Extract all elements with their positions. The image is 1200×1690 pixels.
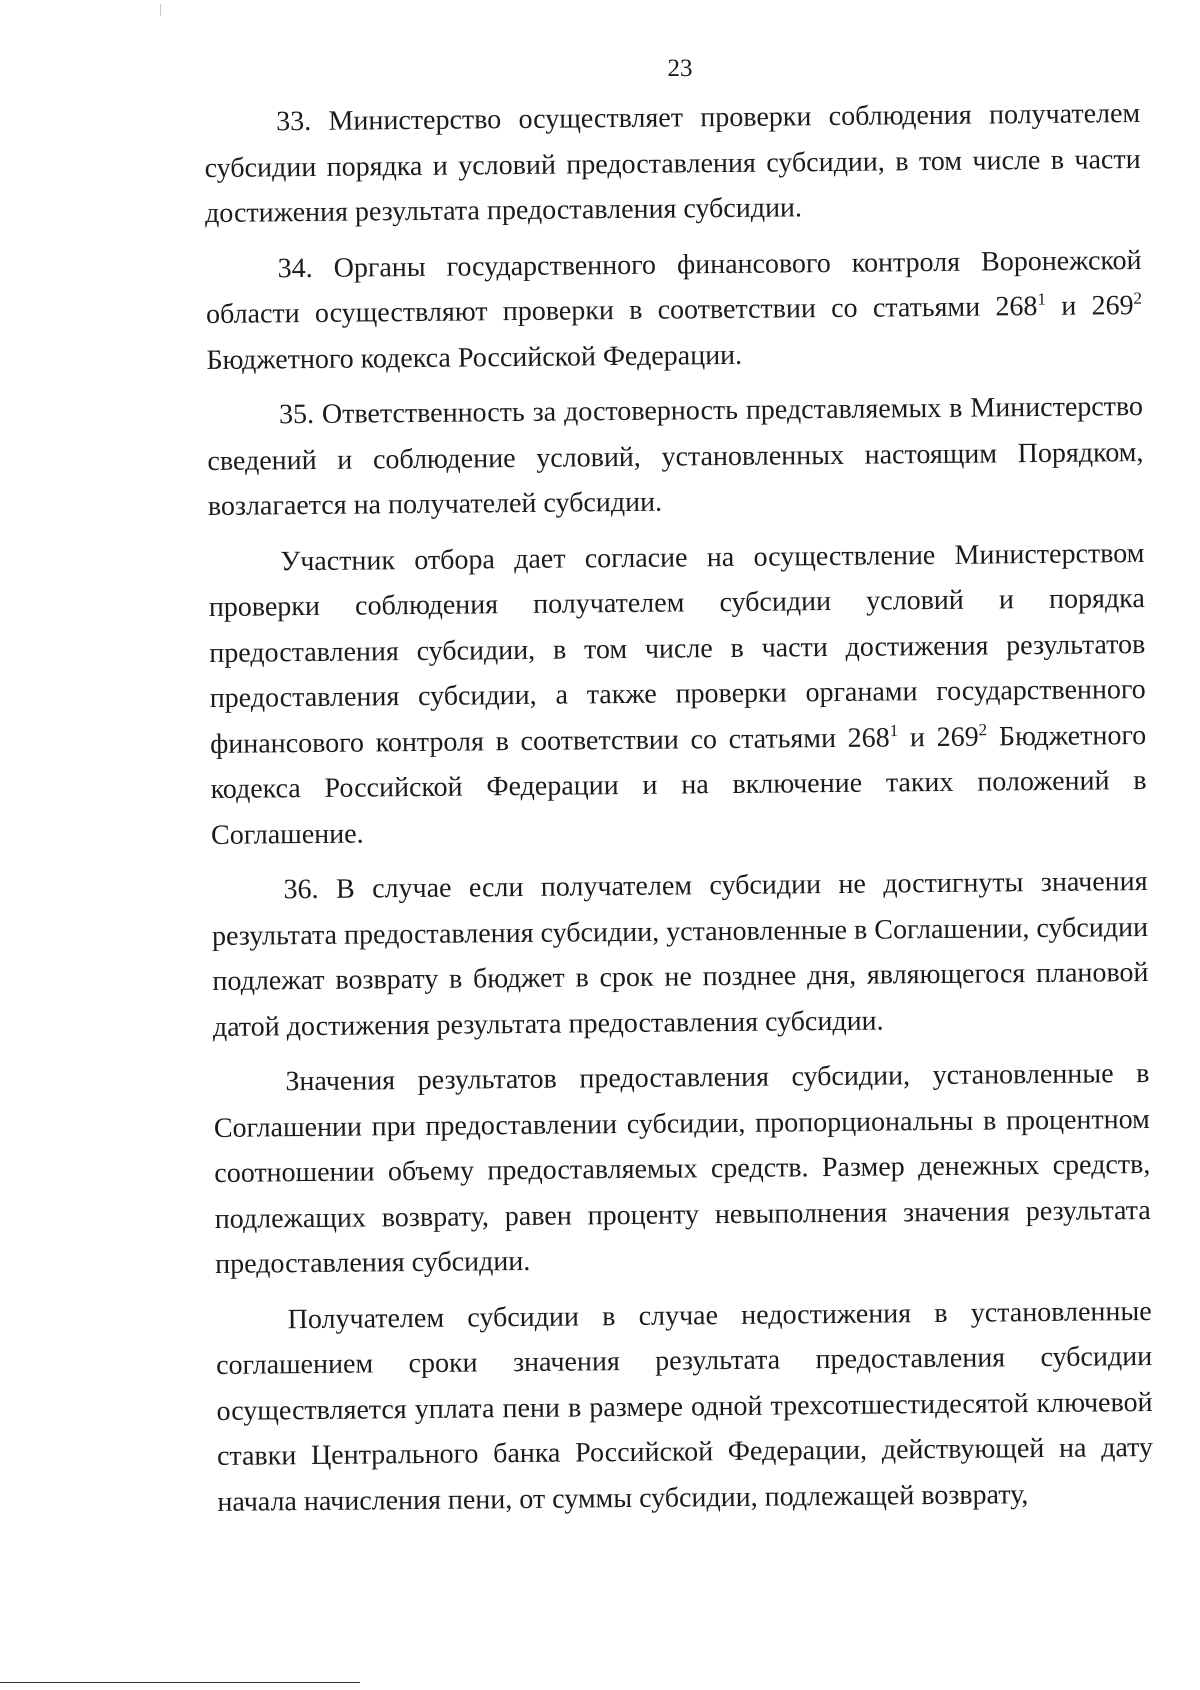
superscript: 2 xyxy=(978,719,988,739)
paragraph-text: и 269 xyxy=(898,721,979,753)
paragraph-text: Получателем субсидии в случае недостижения в установленные соглашением сроки значения результата предоставления субсидии осуществляется уплата пени в размере одной трехсотшестидесятой ключевой ставки Центрального банка Российской Федерации, действующей на дату начала начисления пени, от суммы субсидии, подлежащей возврату, xyxy=(215,1295,1154,1518)
paragraph-text: 34. Органы государственного финансового контроля Воронежской области осуществляют проверки в соответствии со статьями 268 xyxy=(205,244,1142,330)
paragraph-36 xyxy=(211,859,1149,1050)
paragraph-text: Бюджетного кодекса Российской Федерации и на включение таких положений в Соглашение. xyxy=(210,719,1147,851)
paragraph-text: 36. В случае если получателем субсидии не достигнуты значения результата предоставления субсидии, установленные в Соглашении, субсидии подлежат возврату в бюджет в срок не позднее дня, являющегося плановой датой достижения результата предоставления субсидии. xyxy=(211,865,1149,1043)
superscript: 1 xyxy=(1037,289,1046,309)
superscript: 1 xyxy=(889,720,899,740)
paragraph-consent xyxy=(208,530,1147,857)
paragraph-penalty xyxy=(215,1288,1153,1524)
superscript: 2 xyxy=(1133,288,1143,308)
document-body xyxy=(204,91,1154,1535)
paragraph-text: и 269 xyxy=(1045,290,1134,322)
paragraph-text: Участник отбора дает согласие на осуществление Министерством проверки соблюдения получателем субсидии условий и порядка предоставления субсидии, в том числе в части достижения результатов предоставления субсидии, а также проверки органами государственного финансового контроля в соответствии со статьями 268 xyxy=(208,537,1146,760)
paragraph-text: 33. Министерство осуществляет проверки соблюдения получателем субсидии порядка и условий предоставления субсидии, в том числе в части достижения результата предоставления субсидии. xyxy=(204,98,1141,229)
paragraph-text: 35. Ответственность за достоверность представляемых в Министерство сведений и соблюдение условий, установленных настоящим Порядком, возлагается на получателей субсидии. xyxy=(207,391,1144,522)
paragraph-35 xyxy=(207,384,1144,529)
paragraph-values xyxy=(213,1051,1151,1287)
paragraph-text: Бюджетного кодекса Российской Федерации. xyxy=(206,339,743,376)
footnote-divider xyxy=(0,1682,360,1683)
paragraph-33 xyxy=(204,91,1141,236)
paragraph-34 xyxy=(205,238,1142,383)
page-number: 23 xyxy=(667,55,693,82)
scan-mark xyxy=(160,4,161,16)
paragraph-text: Значения результатов предоставления субсидии, установленные в Соглашении при предоставлении субсидии, пропорциональны в процентном соотношении объему предоставляемых средств. Размер денежных средств, подлежащих возврату, равен проценту невыполнения значения результата предоставления субсидии. xyxy=(213,1057,1151,1280)
